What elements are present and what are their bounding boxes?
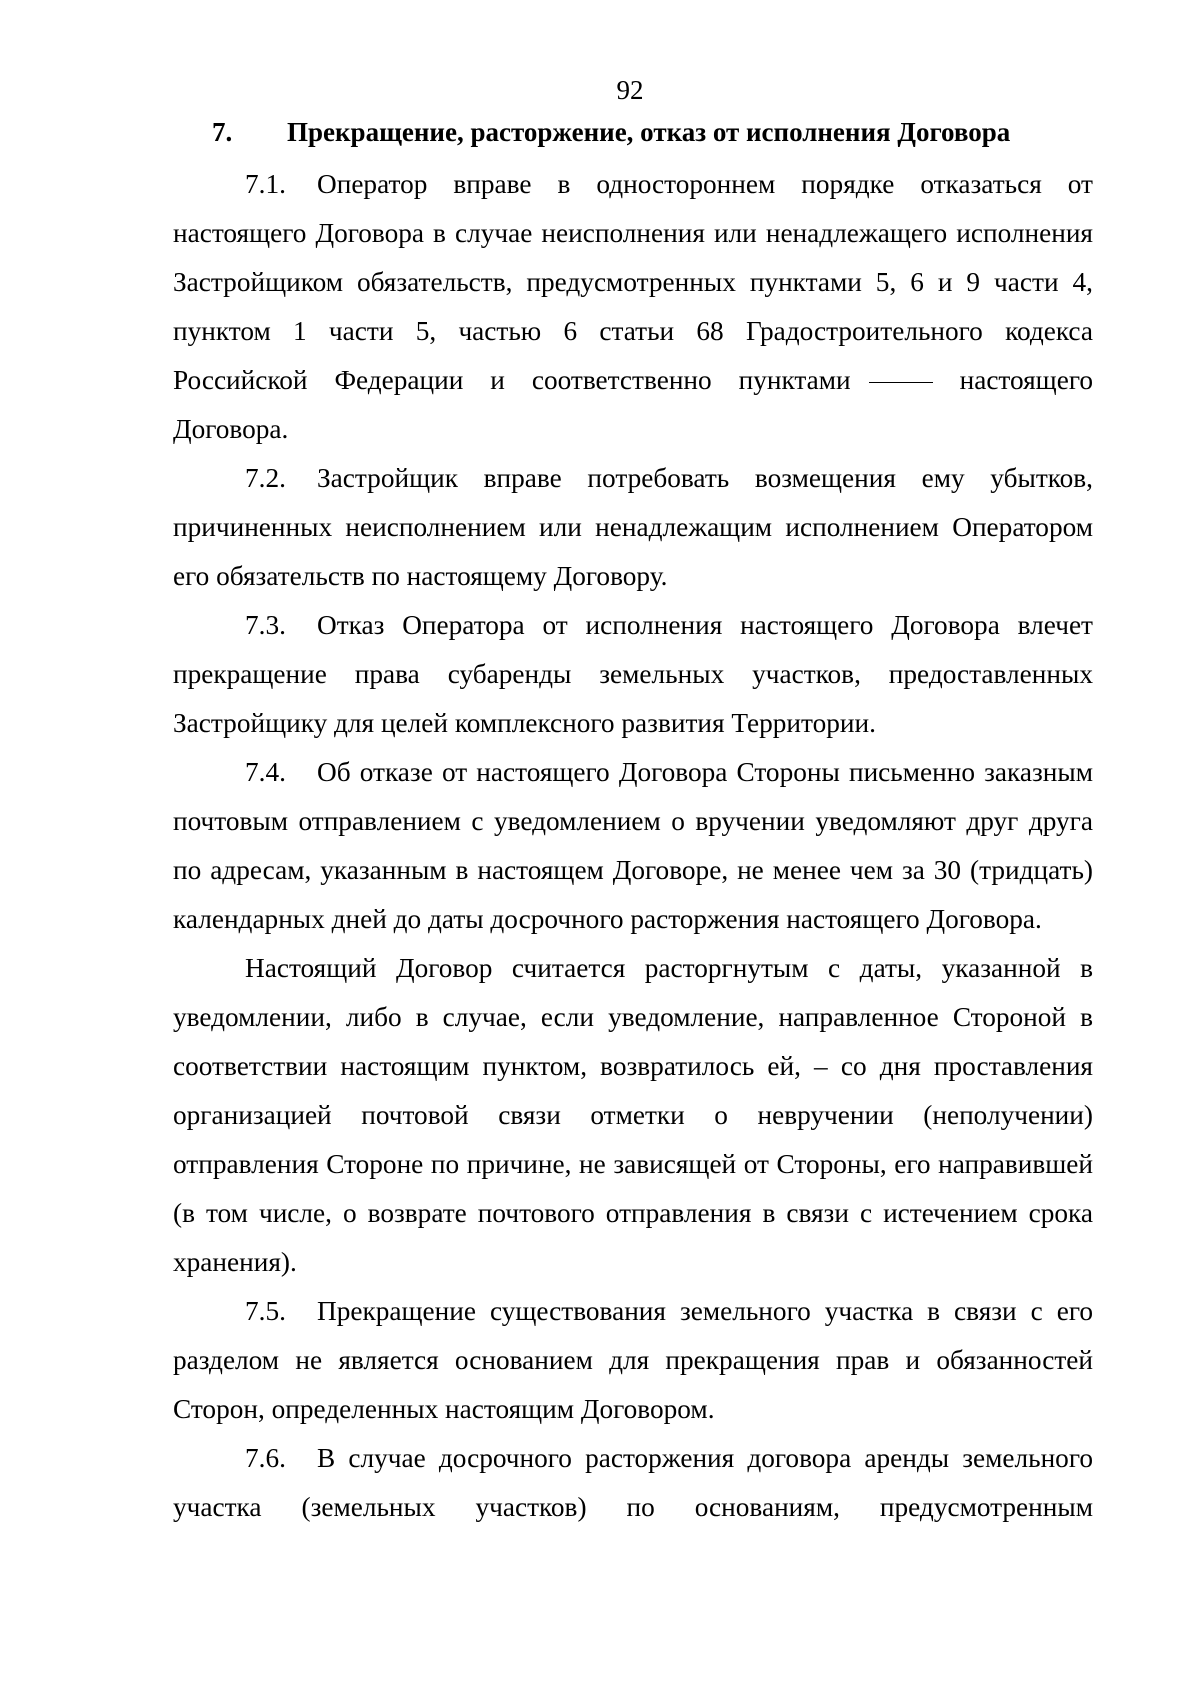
paragraph-7-4-continued [173,944,1093,1287]
clause-number: 7.3. [245,610,286,640]
paragraph-text: Застройщик вправе потребовать возмещения ему убытков, причиненных неисполнением или ненадлежащим исполнением Оператором его обязательств по настоящему Договору. [173,463,1093,591]
paragraph-7-2 [173,454,1093,601]
clause-number: 7.6. [245,1443,286,1473]
paragraph-text: Оператор вправе в одностороннем порядке отказаться от настоящего Договора в случае неисполнения или ненадлежащего исполнения Застройщиком обязательств, предусмотренных пунктами 5, 6 и 9 части 4, пунктом 1 части 5, частью 6 статьи 68 Градостроительного кодекса Российской Федерации и соответственно пунктами [173,169,1093,395]
paragraph-7-1 [173,160,1093,454]
paragraph-text: Об отказе от настоящего Договора Стороны письменно заказным почтовым отправлением с уведомлением о вручении уведомляют друг друга по адресам, указанным в настоящем Договоре, не менее чем за 30 (тридцать) календарных дней до даты досрочного расторжения настоящего Договора. [173,757,1093,934]
page-number: 92 [616,75,644,105]
paragraph-7-4 [173,748,1093,944]
paragraph-7-6 [173,1434,1093,1532]
clause-number: 7.5. [245,1296,286,1326]
clause-number: 7.4. [245,757,286,787]
section-heading [212,112,1092,152]
paragraph-text: Отказ Оператора от исполнения настоящего Договора влечет прекращение права субаренды земельных участков, предоставленных Застройщику для целей комплексного развития Территории. [173,610,1093,738]
paragraph-text: Прекращение существования земельного участка в связи с его разделом не является основанием для прекращения прав и обязанностей Сторон, определенных настоящим Договором. [173,1296,1093,1424]
paragraph-text: Настоящий Договор считается расторгнутым с даты, указанной в уведомлении, либо в случае, если уведомление, направленное Стороной в соответствии настоящим пунктом, возвратилось ей, – со дня проставления организацией почтовой связи отметки о невручении (неполучении) отправления Стороне по причине, не зависящей от Стороны, его направившей (в том числе, о возврате почтового отправления в связи с истечением срока хранения). [173,953,1093,1277]
paragraph-text: В случае досрочного расторжения договора аренды земельного участка (земельных участков) по основаниям, предусмотренным [173,1443,1093,1522]
paragraph-7-3 [173,601,1093,748]
document-body [173,160,1093,1532]
clause-number: 7.1. [245,169,286,199]
section-title: Прекращение, расторжение, отказ от исполнения Договора [287,117,1011,147]
section-number: 7. [212,117,233,147]
paragraph-text-tail: настоящего Договора. [173,365,1093,444]
blank-field-line [869,381,933,383]
clause-number: 7.2. [245,463,286,493]
paragraph-7-5 [173,1287,1093,1434]
